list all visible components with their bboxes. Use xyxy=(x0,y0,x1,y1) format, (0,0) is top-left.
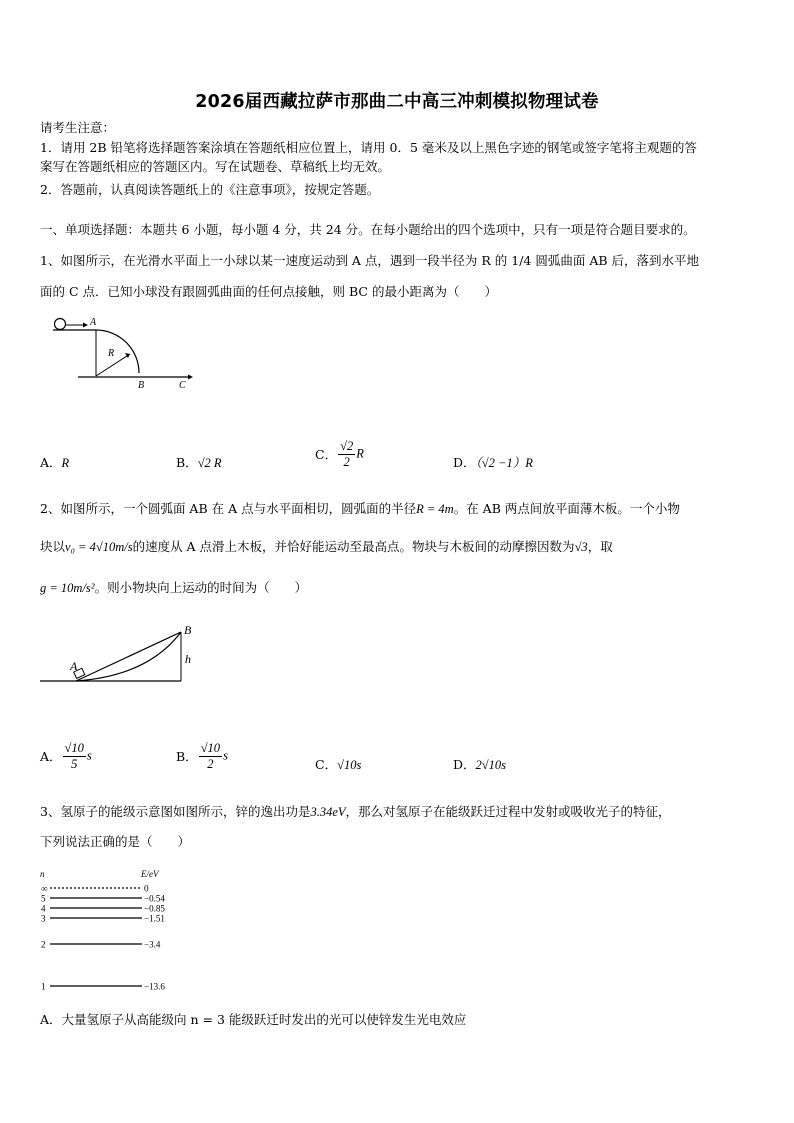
page-title: 2026届西藏拉萨市那曲二中高三冲刺模拟物理试卷 xyxy=(195,92,599,112)
level-n-label: 4 xyxy=(41,903,46,914)
section-heading: 一、单项选择题：本题共 6 小题，每小题 4 分，共 24 分。在每小题给出的四个选项中，只有一项是符合题目要求的。 xyxy=(40,222,696,237)
level-energy-label: −13.6 xyxy=(144,981,165,992)
label-R: R xyxy=(108,348,115,359)
level-n-label: 1 xyxy=(41,981,46,992)
level-energy-label: −3.4 xyxy=(144,939,161,950)
label-A: A xyxy=(70,659,78,673)
level-energy-label: 0 xyxy=(144,883,149,894)
q1-option-b[interactable]: B．√2 R xyxy=(176,455,222,470)
label-h: h xyxy=(185,652,191,666)
label-A: A xyxy=(90,317,97,328)
level-energy-label: −0.85 xyxy=(144,903,165,914)
q2-figure xyxy=(38,618,208,690)
q2-line-2: 块以v₀ = 4√10m/s的速度从 A 点滑上木板，并恰好能运动至最高点。物块与木板间的动摩擦因数为√3，取 xyxy=(40,539,613,554)
notice-line-2: 2．答题前，认真阅读答题纸上的《注意事项》，按规定答题。 xyxy=(40,182,380,197)
q1-line-1: 1、如图所示，在光滑水平面上一小球以某一速度运动到 A 点，遇到一段半径为 R 的 1/4 圆弧曲面 AB 后，落到水平地 xyxy=(40,253,700,268)
q2-option-b[interactable]: B． $\frac{√10}{2}$ s xyxy=(176,741,228,771)
notice-line-1b: 案写在答题纸相应的答题区内。写在试题卷、草稿纸上均无效。 xyxy=(40,159,391,174)
label-B: B xyxy=(184,623,192,637)
q2-option-a[interactable]: A． $\frac{√10}{5}$ s xyxy=(40,741,92,771)
label-C: C xyxy=(179,380,186,391)
q1-option-d[interactable]: D．（√2 −1）R xyxy=(453,455,533,470)
level-energy-label: −1.51 xyxy=(144,913,165,924)
q3-option-a[interactable]: A．大量氢原子从高能级向 n = 3 能级跃迁时发出的光可以使锌发生光电效应 xyxy=(40,1012,467,1027)
arc-AB xyxy=(96,330,139,373)
level-n-label: 5 xyxy=(41,893,46,904)
energy-axis-label: E/eV xyxy=(141,869,159,879)
notice-heading: 请考生注意： xyxy=(40,120,116,135)
q1-line-2: 面的 C 点．已知小球没有跟圆弧曲面的任何点接触，则 BC 的最小距离为（ ） xyxy=(40,284,497,299)
q2-line-3: g = 10m/s²。则小物块向上运动的时间为（ ） xyxy=(40,580,308,595)
q1-option-c[interactable]: C． $\frac{√2}{2}$ R xyxy=(315,439,364,469)
level-n-label: 3 xyxy=(41,913,46,924)
q1-figure xyxy=(48,313,198,393)
notice-line-1a: 1．请用 2B 铅笔将选择题答案涂填在答题纸相应位置上，请用 0．5 毫米及以上黑色字迹的钢笔或签字笔将主观题的答 xyxy=(40,140,697,155)
q2-option-d[interactable]: D．2√10s xyxy=(453,757,507,772)
level-n-label: ∞ xyxy=(41,883,48,894)
q1-option-a[interactable]: A．R xyxy=(40,455,70,470)
q3-energy-level-diagram xyxy=(38,866,188,996)
label-B: B xyxy=(138,380,145,391)
ball-icon xyxy=(55,319,66,330)
level-energy-label: −0.54 xyxy=(144,893,165,904)
level-n-label: 2 xyxy=(41,939,46,950)
q2-line-1: 2、如图所示，一个圆弧面 AB 在 A 点与水平面相切，圆弧面的半径R = 4m。在 AB 两点间放平面薄木板。一个小物 xyxy=(40,501,680,516)
n-axis-label: n xyxy=(40,869,45,879)
q3-line-1: 3、氢原子的能级示意图如图所示，锌的逸出功是3.34eV，那么对氢原子在能级跃迁过程中发射或吸收光子的特征， xyxy=(40,804,671,819)
q2-option-c[interactable]: C．√10s xyxy=(315,757,362,772)
q3-line-2: 下列说法正确的是（ ） xyxy=(40,834,191,849)
